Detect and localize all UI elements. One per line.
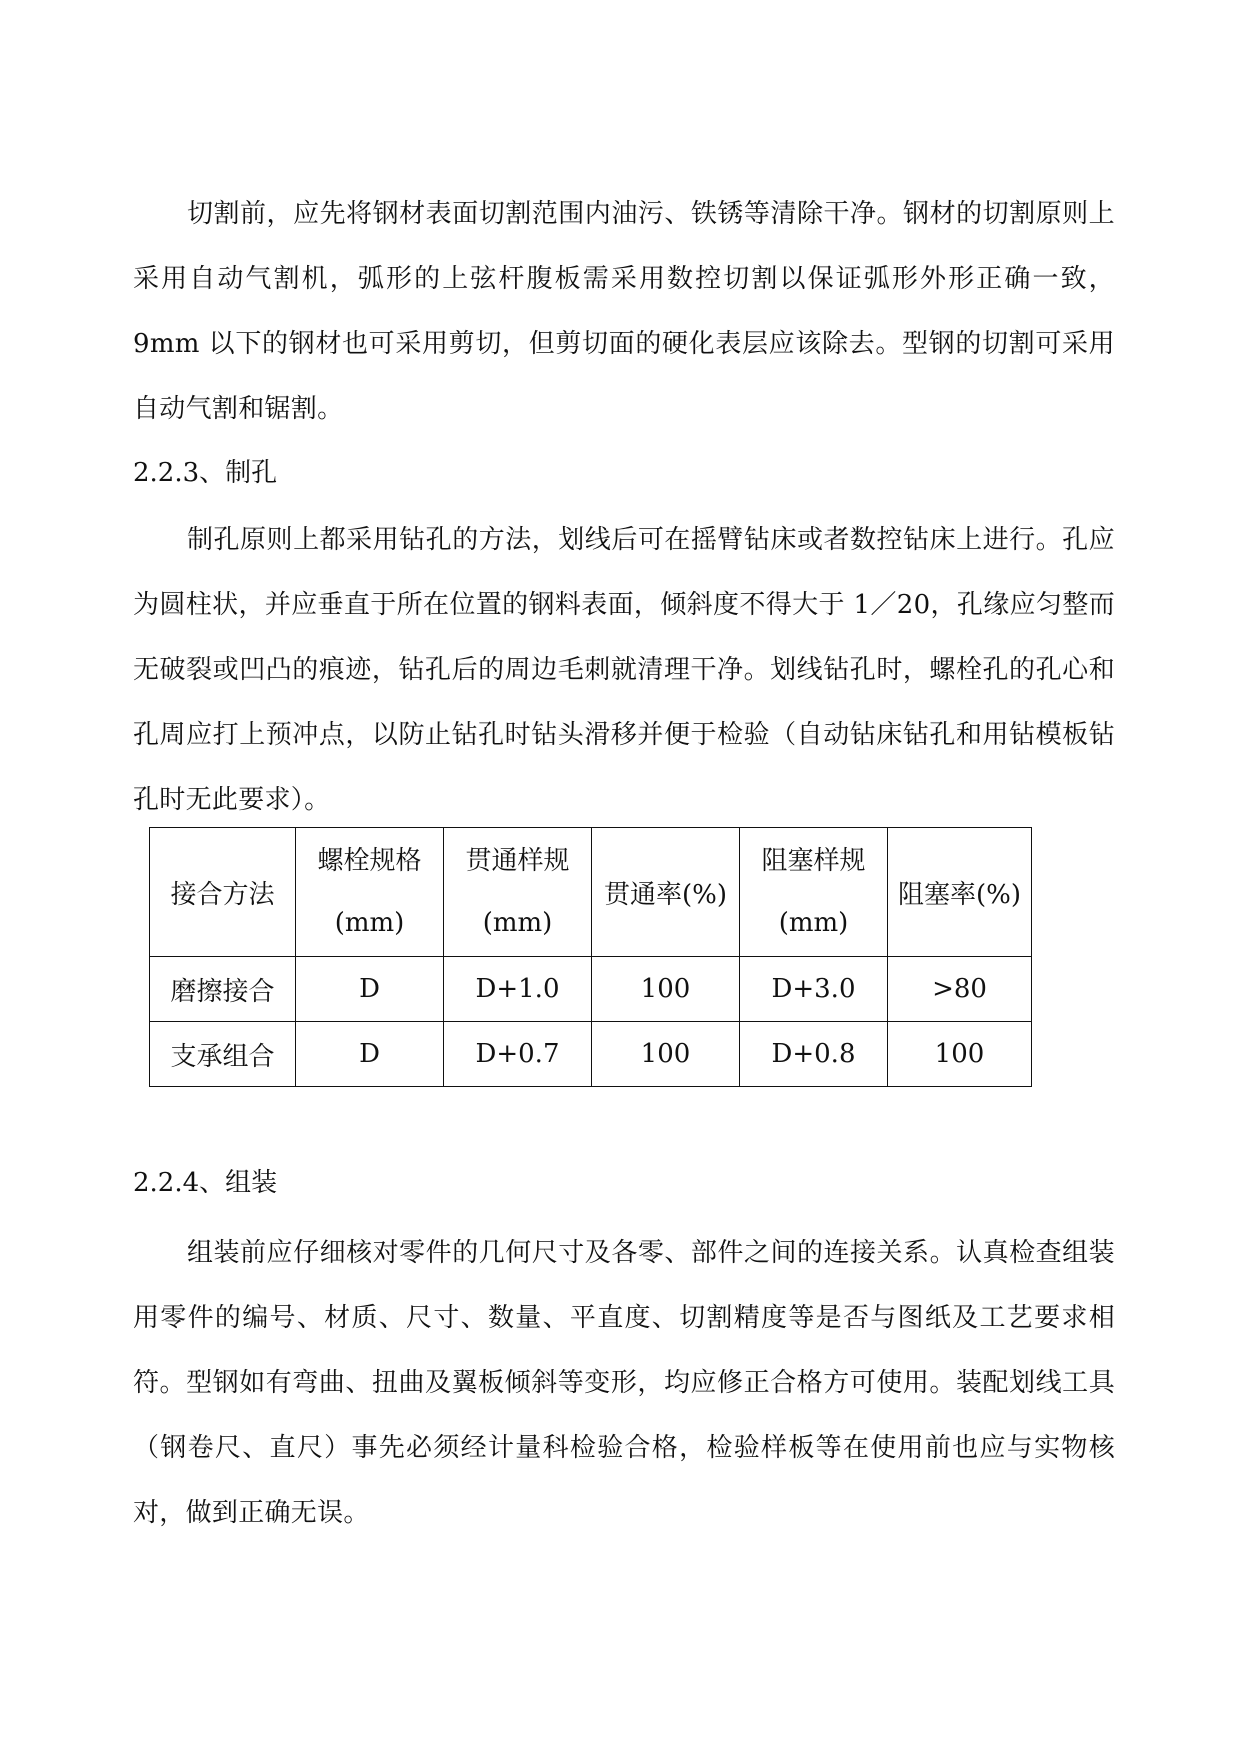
header-method [150, 828, 296, 957]
header-through-gauge [444, 828, 592, 957]
assembly-paragraph: 组装前应仔细核对零件的几何尺寸及各零、部件之间的连接关系。认真检查组装用零件的编号、材质、尺寸、数量、平直度、切割精度等是否与图纸及工艺要求相符。型钢如有弯曲、扭曲及翼板倾斜等变形，均应修正合格方可使用。装配划线工具（钢卷尺、直尺）事先必须经计量科检验合格，检验样板等在使用前也应与实物核对，做到正确无误。 [133, 1238, 1115, 1528]
header-bolt-spec-label: 螺栓规格 [317, 846, 422, 876]
table-cell: D+1.0 [444, 957, 592, 1022]
header-block-gauge [740, 828, 888, 957]
cutting-paragraph-block [133, 182, 1115, 442]
table-cell: D+0.8 [740, 1022, 888, 1087]
table-row [150, 957, 1032, 1022]
drilling-paragraph: 制孔原则上都采用钻孔的方法，划线后可在摇臂钻床或者数控钻床上进行。孔应为圆柱状，并应垂直于所在位置的钢料表面，倾斜度不得大于 1／20，孔缘应匀整而无破裂或凹凸的痕迹，钻孔后的周边毛刺就清理干净。划线钻孔时，螺栓孔的孔心和孔周应打上预冲点，以防止钻孔时钻头滑移并便于检验（自动钻床钻孔和用钻模板钻孔时无此要求）。 [133, 525, 1115, 815]
header-bolt-spec [296, 828, 444, 957]
header-through-rate [592, 828, 740, 957]
section-heading-drilling: 2.2.3、制孔 [133, 458, 278, 488]
header-block-gauge-label: 阻塞样规 [761, 846, 866, 876]
table-cell: D [296, 1022, 444, 1087]
table-cell: D+0.7 [444, 1022, 592, 1087]
header-through-gauge-label: 贯通样规 [465, 846, 570, 876]
header-block-gauge-unit: (mm) [778, 908, 849, 938]
cutting-paragraph: 切割前，应先将钢材表面切割范围内油污、铁锈等清除干净。钢材的切割原则上采用自动气割机，弧形的上弦杆腹板需采用数控切割以保证弧形外形正确一致，9mm 以下的钢材也可采用剪切，但剪切面的硬化表层应该除去。型钢的切割可采用自动气割和锯割。 [133, 199, 1115, 424]
header-block-rate [888, 828, 1032, 957]
table-cell: 支承组合 [150, 1022, 296, 1087]
section-heading-assembly: 2.2.4、组装 [133, 1168, 278, 1198]
table-cell: D+3.0 [740, 957, 888, 1022]
header-bolt-spec-unit: (mm) [334, 908, 405, 938]
drilling-paragraph-block [133, 508, 1115, 833]
header-method-label: 接合方法 [170, 879, 275, 910]
table-cell: 磨擦接合 [150, 957, 296, 1022]
table-header-row [150, 828, 1032, 957]
header-through-rate-label: 贯通率(%) [604, 879, 727, 910]
header-block-rate-label: 阻塞率(%) [898, 879, 1021, 910]
table-cell: >80 [888, 957, 1032, 1022]
table-cell: 100 [888, 1022, 1032, 1087]
table-row [150, 1022, 1032, 1087]
hole-gauge-table [149, 827, 1032, 1087]
table-cell: 100 [592, 957, 740, 1022]
header-through-gauge-unit: (mm) [482, 908, 553, 938]
assembly-paragraph-block [133, 1221, 1115, 1546]
table-cell: 100 [592, 1022, 740, 1087]
table-cell: D [296, 957, 444, 1022]
